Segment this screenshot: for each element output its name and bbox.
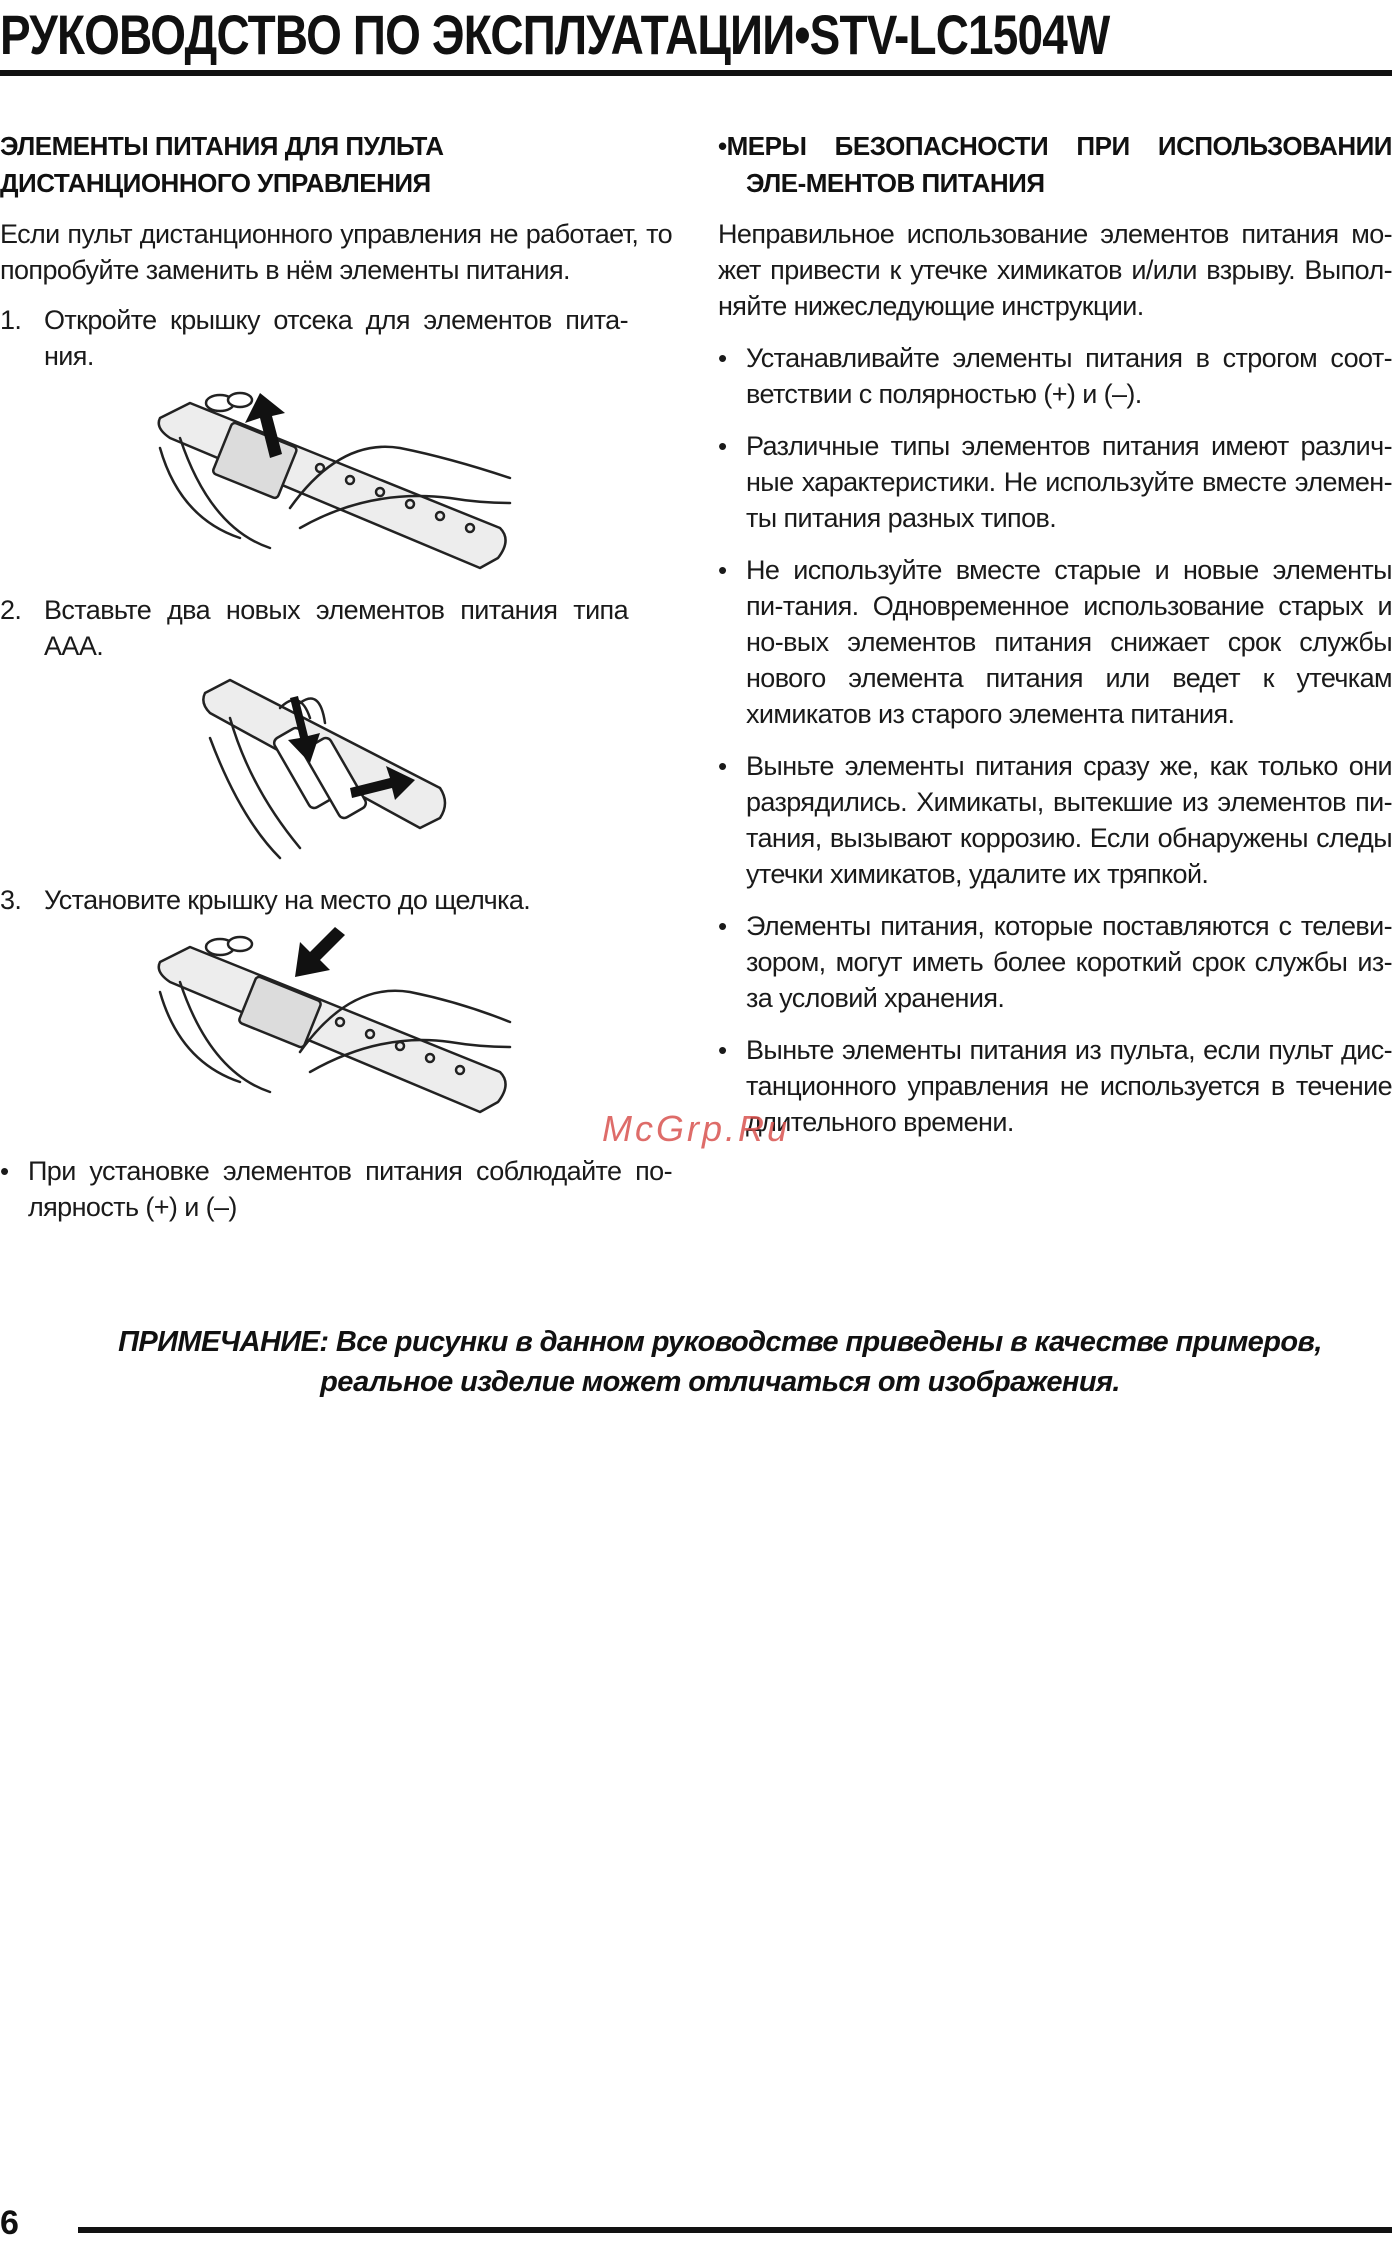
bullet-dot: • (718, 911, 727, 941)
battery-section-title: ЭЛЕМЕНТЫ ПИТАНИЯ ДЛЯ ПУЛЬТА ДИСТАНЦИОННОГО УПРАВЛЕНИЯ (0, 131, 444, 198)
step-2 (0, 592, 628, 664)
step-1-text: Откройте крышку отсека для элементов пита-ния. (44, 305, 628, 371)
safety-bullet-list (718, 340, 1392, 1140)
battery-intro: Если пульт дистанционного управления не работает, то попробуйте заменить в нём элементы питания. (0, 219, 672, 285)
step-3-number: 3. (0, 885, 22, 915)
right-column (718, 128, 1392, 1140)
list-item (718, 428, 1392, 536)
left-column (0, 128, 672, 1122)
polarity-bullet-text: При установке элементов питания соблюдайте по-лярность (+) и (–) (28, 1156, 672, 1222)
step-3 (0, 882, 628, 918)
list-item (718, 748, 1392, 892)
safety-bullet-text: Устанавливайте элементы питания в строгом соот-ветствии с полярностью (+) и (–). (746, 343, 1392, 409)
bullet-dot: • (718, 343, 727, 373)
footer-rule (78, 2227, 1392, 2233)
step-2-text: Вставьте два новых элементов питания типа ААА. (44, 595, 628, 661)
safety-bullet-text: Элементы питания, которые поставляются с телеви-зором, могут иметь более короткий срок службы из-за условий хранения. (746, 911, 1392, 1013)
page-number: 6 (0, 2204, 19, 2242)
safety-section-title: •МЕРЫ БЕЗОПАСНОСТИ ПРИ ИСПОЛЬЗОВАНИИ ЭЛЕ-МЕНТОВ ПИТАНИЯ (718, 131, 1392, 198)
bullet-dot: • (0, 1156, 9, 1186)
list-item (718, 1032, 1392, 1140)
safety-bullet-text: Выньте элементы питания сразу же, как только они разрядились. Химикаты, вытекшие из элементов пи-тания, вызывают коррозию. Если обнаружены следы утечки химикатов, удалите их тряпкой. (746, 751, 1392, 889)
bullet-dot: • (718, 555, 727, 585)
step-2-number: 2. (0, 595, 22, 625)
illustration-note: ПРИМЕЧАНИЕ: Все рисунки в данном руководстве приведены в качестве примеров, реальное изделие может отличаться от изображения. (118, 1326, 1322, 1398)
close-cover-illustration (150, 922, 520, 1122)
safety-bullet-text: Выньте элементы питания из пульта, если пульт дис-танционного управления не используется в течение длительного времени. (746, 1035, 1392, 1137)
step-3-text: Установите крышку на место до щелчка. (44, 885, 531, 915)
step-1 (0, 302, 628, 374)
list-item (718, 552, 1392, 732)
bullet-dot: • (718, 1035, 727, 1065)
header-rule (0, 70, 1392, 76)
polarity-bullet (0, 1153, 672, 1225)
safety-bullet-text: Различные типы элементов питания имеют различ-ные характеристики. Не используйте вместе элемен-ты питания разных типов. (746, 431, 1392, 533)
open-cover-illustration (150, 378, 520, 578)
bullet-dot: • (718, 751, 727, 781)
watermark-logo: McGrp.Ru (602, 1108, 791, 1149)
safety-bullet-text: Не используйте вместе старые и новые элементы пи-тания. Одновременное использование старых и но-вых элементов питания снижает срок службы нового элемента питания или ведет к утечкам химикатов из старого элемента питания. (746, 555, 1392, 729)
safety-intro: Неправильное использование элементов питания мо-жет привести к утечке химикатов и/или взрыву. Выпол-няйте нижеследующие инструкции. (718, 219, 1392, 321)
list-item (718, 908, 1392, 1016)
insert-batteries-illustration (200, 668, 570, 868)
bullet-dot: • (718, 431, 727, 461)
list-item (718, 340, 1392, 412)
step-1-number: 1. (0, 305, 22, 335)
page-header-title: РУКОВОДСТВО ПО ЭКСПЛУАТАЦИИ•STV-LC1504W (0, 3, 1110, 66)
